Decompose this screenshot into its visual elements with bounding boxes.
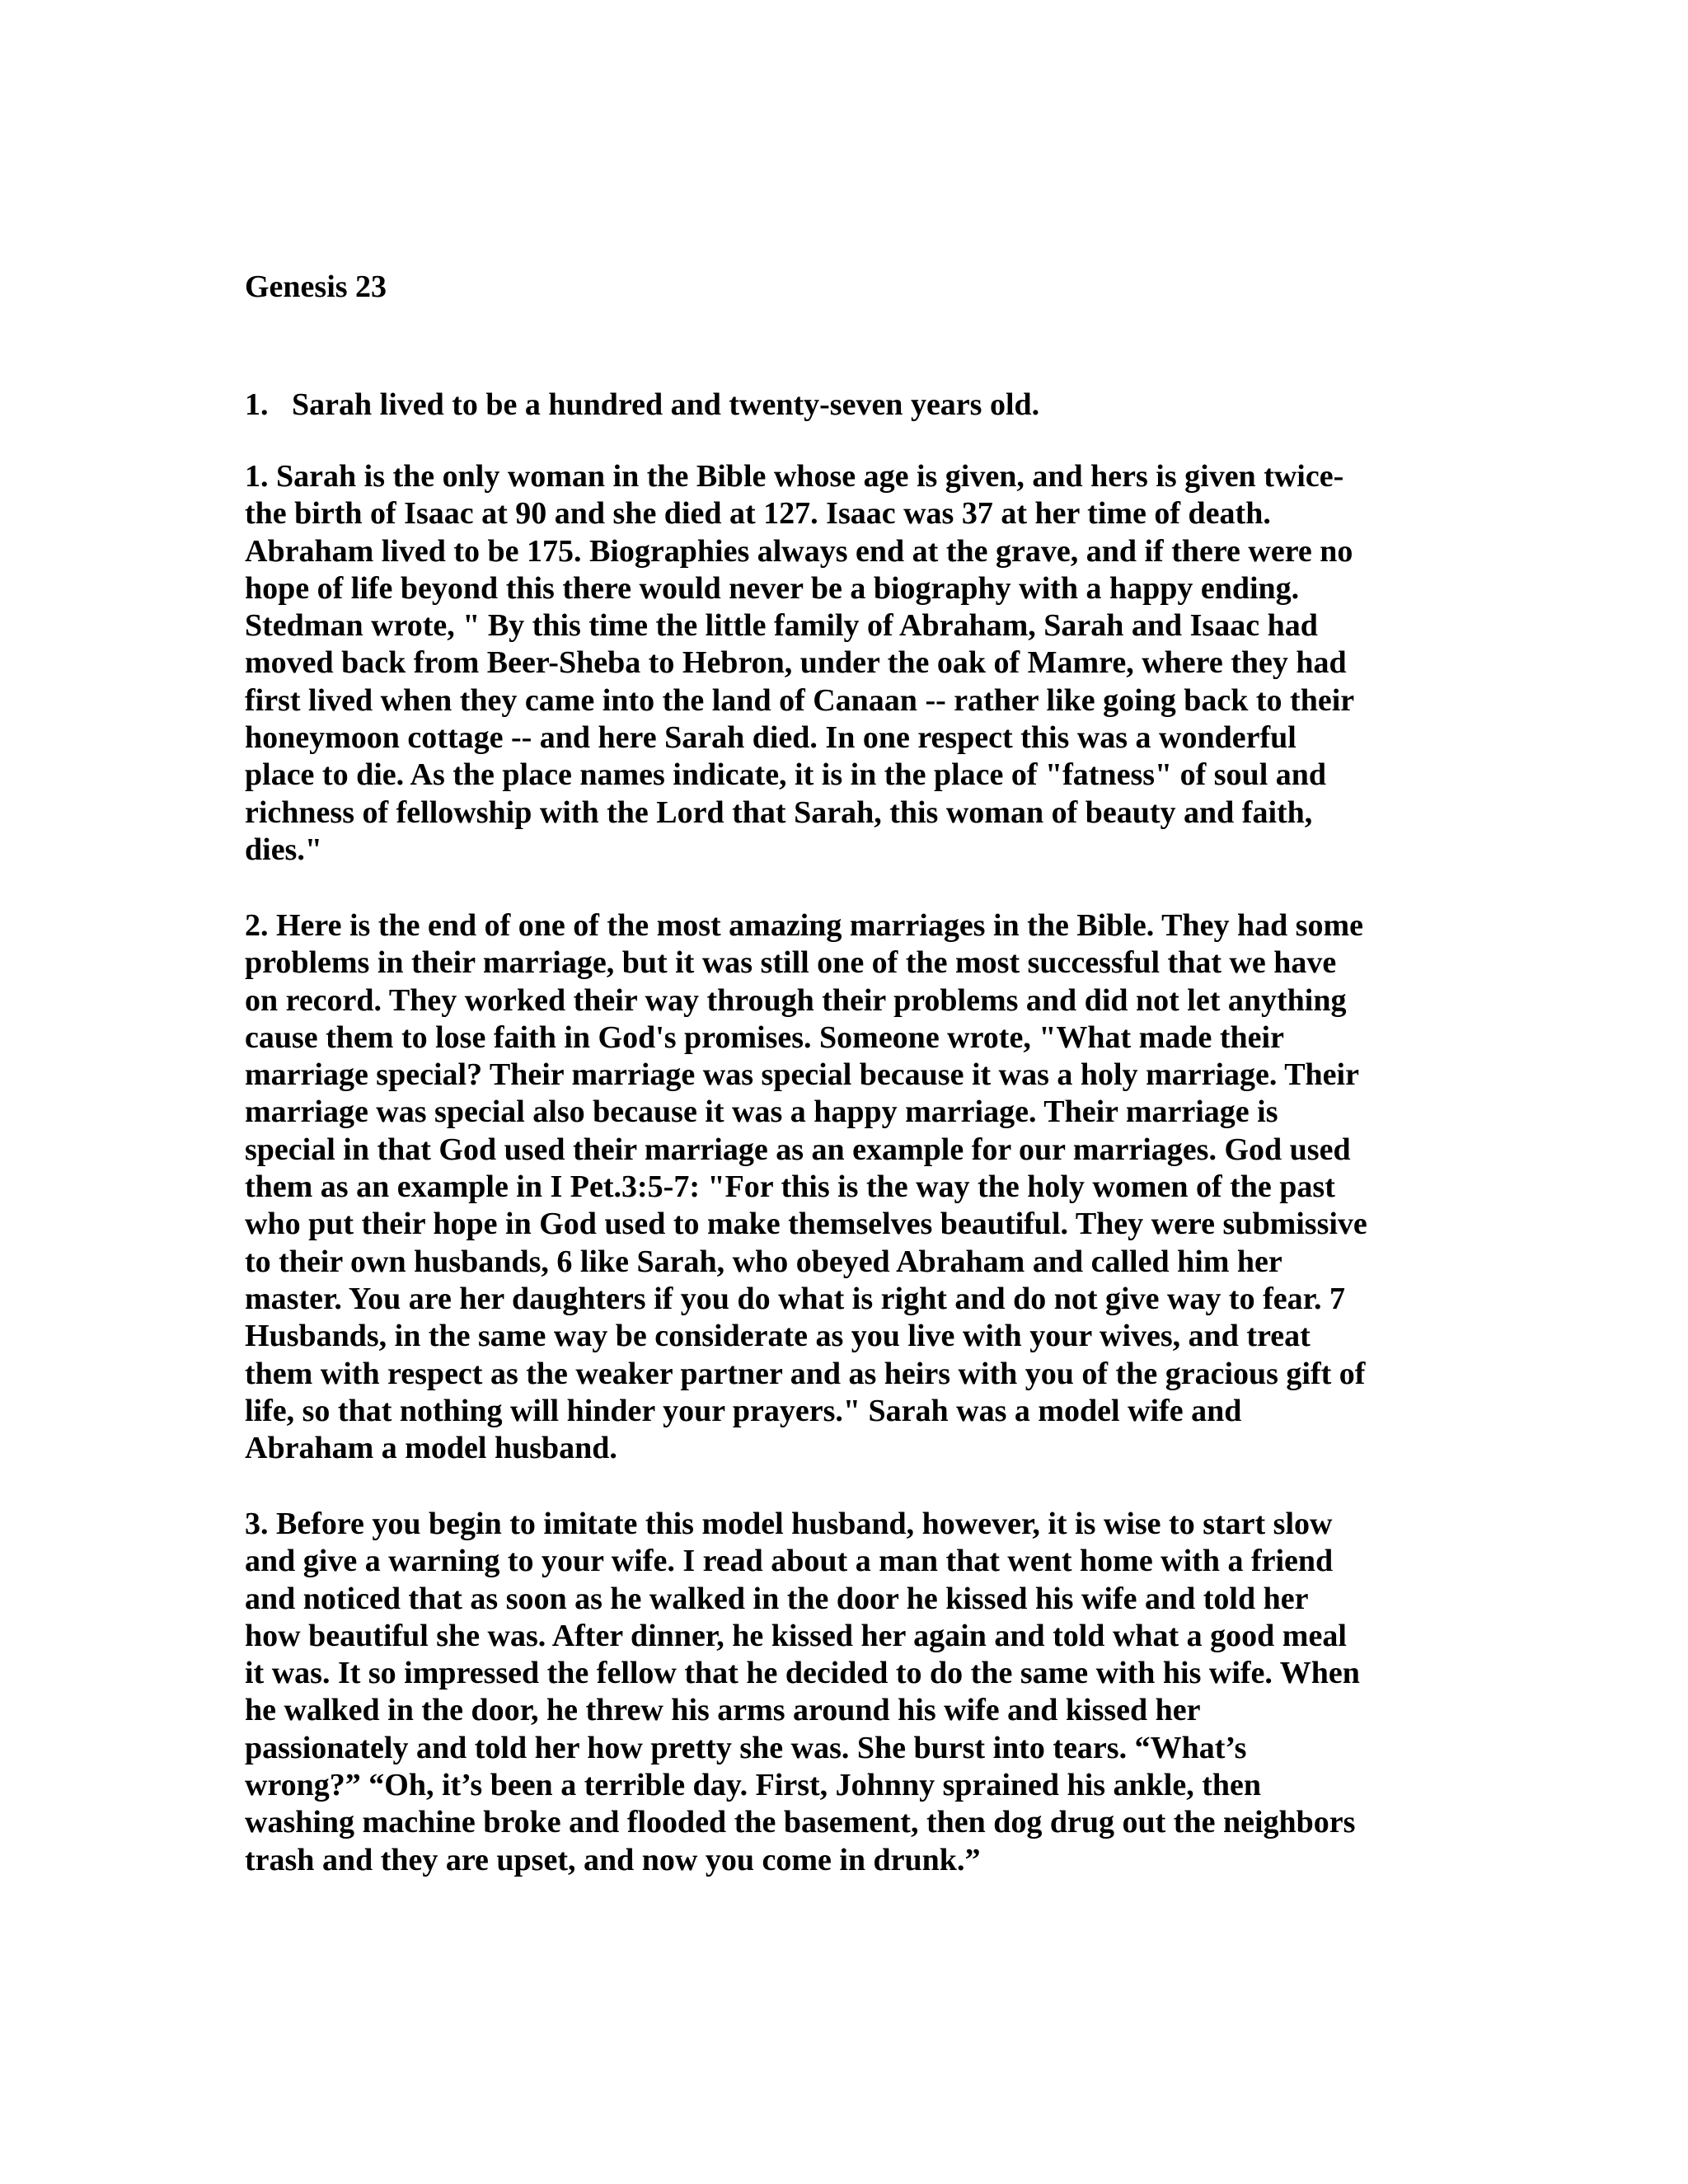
paragraph-line: special in that God used their marriage as an example for our marriages. God used <box>245 1132 1351 1167</box>
paragraph-line: Husbands, in the same way be considerate as you live with your wives, and treat <box>245 1319 1311 1354</box>
commentary-paragraph-1 <box>245 458 1465 869</box>
paragraph-line: marriage was special also because it was a happy marriage. Their marriage is <box>245 1094 1278 1130</box>
paragraph-line: he walked in the door, he threw his arms around his wife and kissed her <box>245 1693 1201 1728</box>
paragraph-line: on record. They worked their way through their problems and did not let anything <box>245 982 1347 1018</box>
paragraph-line: passionately and told her how pretty she was. She burst into tears. “What’s <box>245 1730 1247 1765</box>
paragraph-line: it was. It so impressed the fellow that he decided to do the same with his wife. When <box>245 1656 1360 1691</box>
paragraph-line: moved back from Beer-Sheba to Hebron, under the oak of Mamre, where they had <box>245 645 1347 681</box>
paragraph-line: trash and they are upset, and now you come in drunk.” <box>245 1842 981 1877</box>
paragraph-line: 2. Here is the end of one of the most amazing marriages in the Bible. They had some <box>245 908 1364 943</box>
paragraph-line: cause them to lose faith in God's promises. Someone wrote, "What made their <box>245 1019 1284 1055</box>
paragraph-line: them as an example in I Pet.3:5-7: "For this is the way the holy women of the past <box>245 1169 1335 1205</box>
paragraph-line: 1. Sarah is the only woman in the Bible whose age is given, and hers is given twice- <box>245 459 1344 494</box>
paragraph-line: marriage special? Their marriage was special because it was a holy marriage. Their <box>245 1057 1359 1093</box>
paragraph-line: Abraham a model husband. <box>245 1431 617 1466</box>
commentary-paragraph-2 <box>245 907 1465 1467</box>
paragraph-line: problems in their marriage, but it was still one of the most successful that we have <box>245 945 1337 981</box>
paragraph-line: the birth of Isaac at 90 and she died at 127. Isaac was 37 at her time of death. <box>245 496 1271 532</box>
paragraph-line: who put their hope in God used to make themselves beautiful. They were submissive <box>245 1207 1367 1242</box>
paragraph-line: and give a warning to your wife. I read about a man that went home with a friend <box>245 1544 1334 1579</box>
paragraph-line: first lived when they came into the land of Canaan -- rather like going back to their <box>245 682 1355 718</box>
paragraph-line: washing machine broke and flooded the basement, then dog drug out the neighbors <box>245 1805 1356 1840</box>
paragraph-line: honeymoon cottage -- and here Sarah died. In one respect this was a wonderful <box>245 720 1296 756</box>
paragraph-line: richness of fellowship with the Lord that Sarah, this woman of beauty and faith, <box>245 794 1313 830</box>
paragraph-line: Abraham lived to be 175. Biographies always end at the grave, and if there were no <box>245 533 1353 569</box>
paragraph-line: master. You are her daughters if you do what is right and do not give way to fear. 7 <box>245 1281 1345 1316</box>
paragraph-line: to their own husbands, 6 like Sarah, who obeyed Abraham and called him her <box>245 1244 1282 1279</box>
paragraph-line: how beautiful she was. After dinner, he kissed her again and told what a good meal <box>245 1618 1347 1653</box>
paragraph-line: dies." <box>245 832 322 867</box>
commentary-paragraph-3 <box>245 1506 1465 1879</box>
paragraph-line: wrong?” “Oh, it’s been a terrible day. First, Johnny sprained his ankle, then <box>245 1768 1262 1803</box>
paragraph-line: place to die. As the place names indicate, it is in the place of "fatness" of soul and <box>245 757 1327 793</box>
paragraph-line: 3. Before you begin to imitate this model husband, however, it is wise to start slow <box>245 1507 1333 1541</box>
verse-text: 1. Sarah lived to be a hundred and twenty-seven years old. <box>245 387 1040 422</box>
paragraph-line: life, so that nothing will hinder your prayers." Sarah was a model wife and <box>245 1393 1242 1428</box>
paragraph-line: them with respect as the weaker partner and as heirs with you of the gracious gift of <box>245 1356 1366 1391</box>
page-title: Genesis 23 <box>245 269 387 304</box>
paragraph-line: and noticed that as soon as he walked in the door he kissed his wife and told her <box>245 1581 1309 1616</box>
paragraph-line: hope of life beyond this there would never be a biography with a happy ending. <box>245 570 1300 606</box>
paragraph-line: Stedman wrote, " By this time the little family of Abraham, Sarah and Isaac had <box>245 608 1318 644</box>
